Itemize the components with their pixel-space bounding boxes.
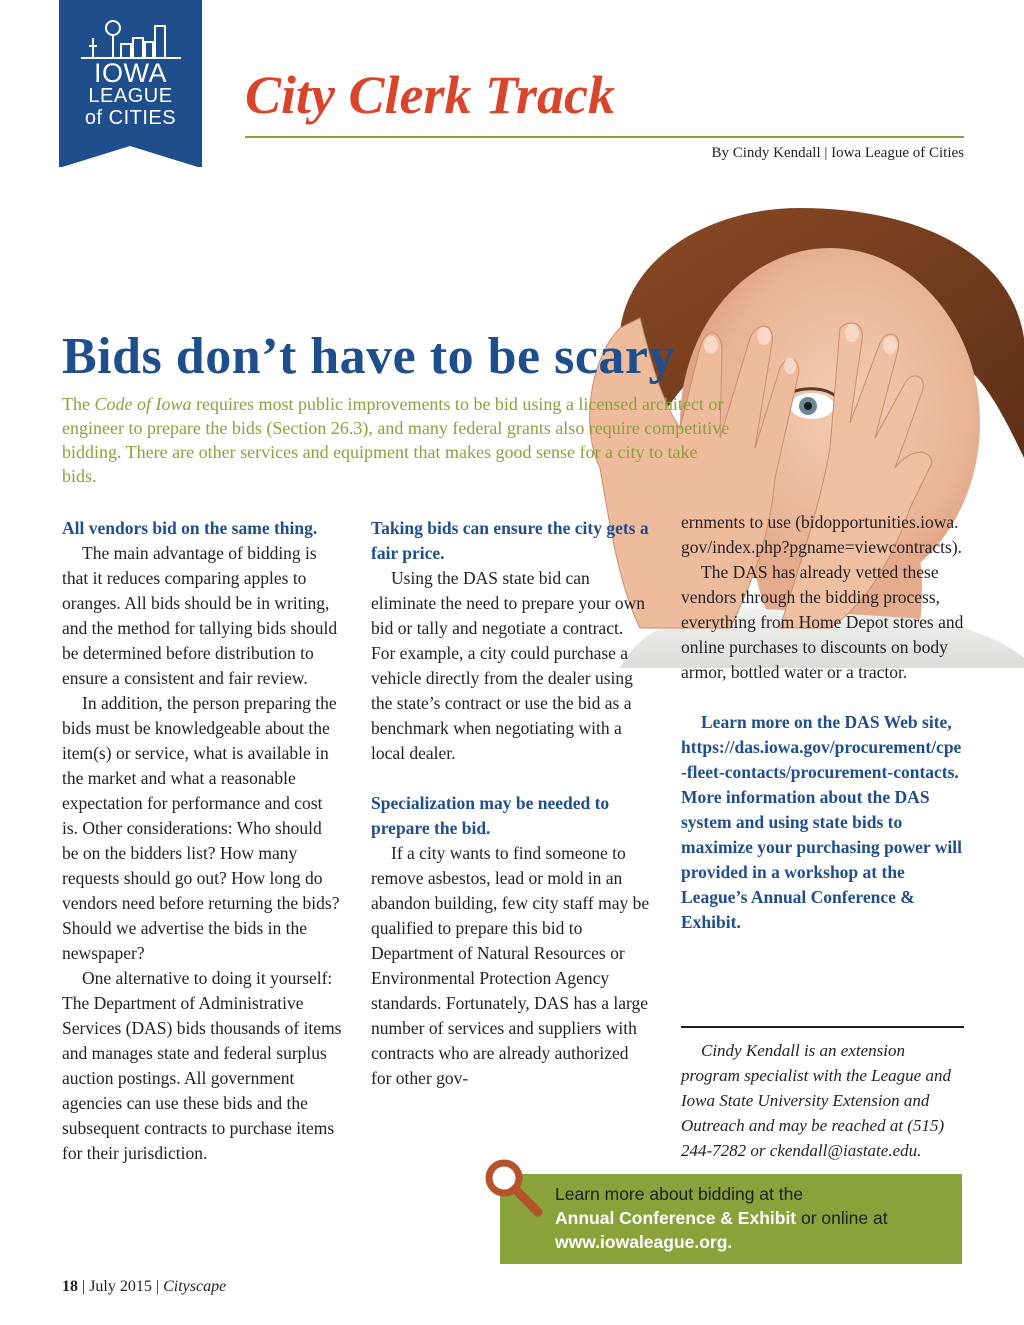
- bio-divider: [681, 1026, 964, 1028]
- article-column-3: [681, 510, 964, 935]
- intro-text-rest: requires most public improvements to be bid using a licensed architect or engineer to prepare the bids (Section 26.3), and many federal grants also require competitive bidding. There are other services and equipment that makes good sense for a city to take bids.: [62, 394, 730, 486]
- learn-more-das: Learn more on the DAS Web site, https://das.iowa.gov/procurement/cpe-fleet-contacts/procurement-contacts. More information about the DAS system and using state bids to maximize your purchasing power will provided in a workshop at the League’s Annual Conference & Exhibit.: [681, 712, 962, 932]
- track-title: City Clerk Track: [245, 65, 615, 125]
- learn-more-callout: [500, 1174, 962, 1264]
- article-headline: Bids don’t have to be scary: [62, 328, 675, 385]
- page-footer: [62, 1278, 226, 1296]
- paragraph: ernments to use (bidopportunities.iowa.gov/index.php?pgname=viewcontracts).: [681, 512, 963, 557]
- article-column-2: [371, 516, 651, 1091]
- paragraph: If a city wants to find someone to remove asbestos, lead or mold in an abandon building, few city staff may be qualified to prepare this bid to Department of Natural Resources or Environmental Protection Agency standards. Fortunately, DAS has a large number of services and suppliers with contracts who are already authorized for other gov-: [371, 843, 650, 1088]
- magazine-name: Cityscape: [163, 1278, 227, 1295]
- logo-text-league: LEAGUE: [88, 85, 173, 107]
- subhead-specialization: Specialization may be needed to prepare the bid.: [371, 793, 610, 838]
- subhead-same-thing: All vendors bid on the same thing.: [62, 518, 318, 538]
- article-column-1: [62, 516, 342, 1166]
- issue-date: July 2015: [89, 1278, 152, 1295]
- intro-text-start: The: [62, 394, 95, 414]
- page-number: 18: [62, 1278, 78, 1295]
- paragraph: The main advantage of bidding is that it reduces comparing apples to oranges. All bids should be in writing, and the method for tallying bids should be determined before distribution to ensure a consistent and fair review.: [62, 543, 338, 688]
- subhead-fair-price: Taking bids can ensure the city gets a fair price.: [371, 518, 649, 563]
- author-bio: Cindy Kendall is an extension program specialist with the League and Iowa State University Extension and Outreach and may be reached at (515) 244-7282 or ckendall@iastate.edu.: [681, 1041, 951, 1160]
- callout-mid-text: or online at: [796, 1208, 888, 1228]
- callout-line-1: Learn more about bidding at the: [555, 1184, 804, 1204]
- paragraph: The DAS has already vetted these vendors through the bidding process, everything from Home Depot stores and online purchases to discounts on body armor, bottled water or a tractor.: [681, 562, 964, 682]
- intro-code-of-iowa: Code of Iowa: [94, 394, 192, 414]
- callout-website-link[interactable]: www.iowaleague.org.: [555, 1232, 733, 1252]
- header-divider: [245, 136, 964, 138]
- logo-text-iowa: IOWA: [94, 58, 167, 88]
- paragraph: In addition, the person preparing the bids must be knowledgeable about the item(s) or service, what is available in the market and what a reasonable expectation for performance and cost is. Other considerations: Who should be on the bidders list? How many requests should go out? How long do vendors need before returning the bids? Should we advertise the bids in the newspaper?: [62, 693, 340, 963]
- callout-text: [555, 1182, 955, 1254]
- article-intro: [62, 392, 732, 488]
- city-skyline-icon: [81, 16, 181, 60]
- paragraph: One alternative to doing it yourself: The Department of Administrative Services (DAS) bids thousands of items and manages state and federal surplus auction postings. All government agencies can use these bids and the subsequent contracts to purchase items for their jurisdiction.: [62, 968, 342, 1163]
- logo-text-cities: of CITIES: [84, 107, 177, 129]
- footer-separator: |: [151, 1278, 164, 1295]
- callout-conference-link[interactable]: Annual Conference & Exhibit: [555, 1208, 797, 1228]
- magnifying-glass-icon: [482, 1156, 544, 1218]
- byline: By Cindy Kendall | Iowa League of Cities: [711, 145, 964, 161]
- footer-separator: |: [78, 1278, 90, 1295]
- paragraph: Using the DAS state bid can eliminate the need to prepare your own bid or tally and negotiate a contract. For example, a city could purchase a vehicle directly from the dealer using the state’s contract or use the bid as a benchmark when negotiating with a local dealer.: [371, 568, 646, 763]
- iowa-league-logo: [59, 0, 202, 167]
